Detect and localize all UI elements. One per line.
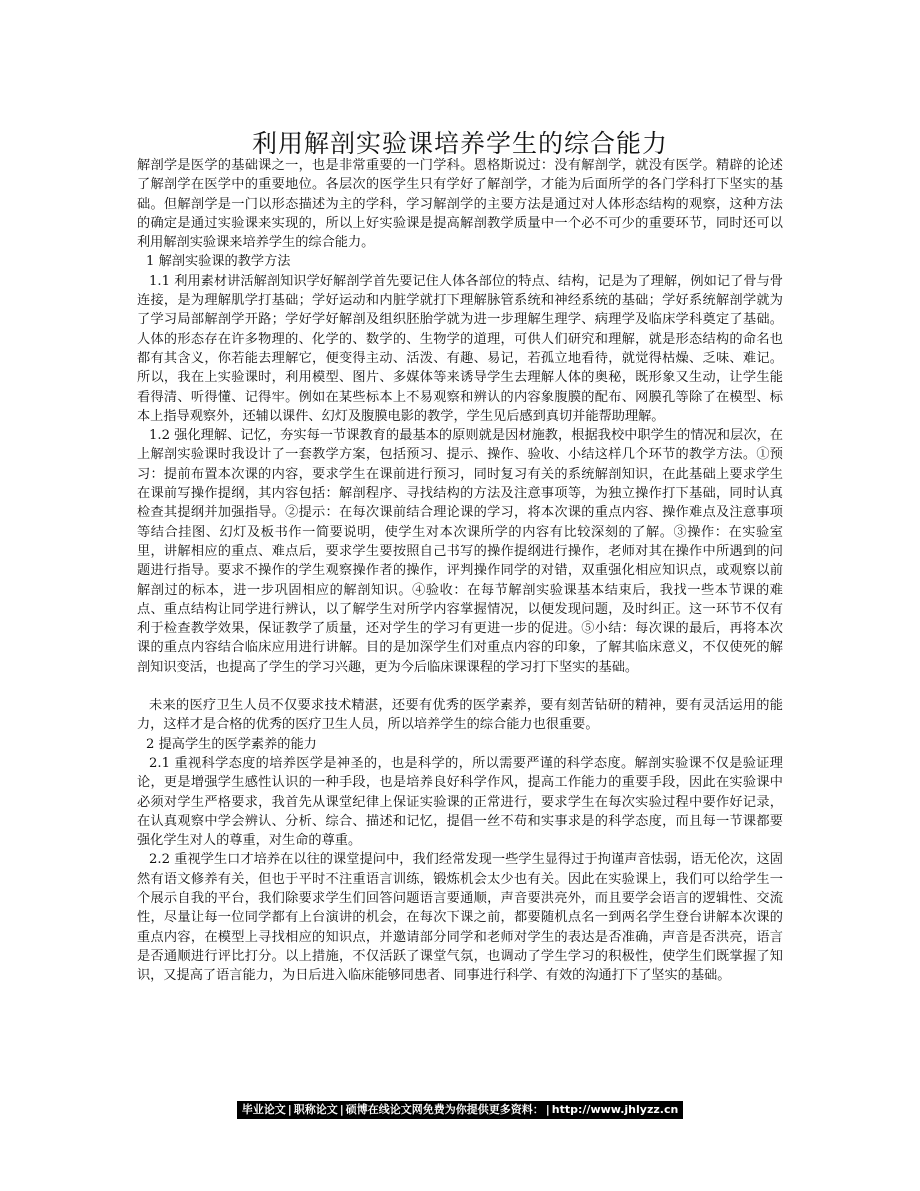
footer-separator: | bbox=[287, 1103, 292, 1116]
future-paragraph: 未来的医疗卫生人员不仅要求技术精湛，还要有优秀的医学素养，要有刻苦钻研的精神，要有灵活运用的能力，这样才是合格的优秀的医疗卫生人员，所以培养学生的综合能力也很重要。 bbox=[137, 698, 783, 733]
paragraph-gap bbox=[137, 677, 783, 696]
footer-separator: | bbox=[545, 1103, 550, 1116]
footer-separator: | bbox=[339, 1103, 344, 1116]
section-2-2-paragraph: 2.2 重视学生口才培养在以往的课堂提问中，我们经常发现一些学生显得过于拘谨声音怯弱，语无伦次，这固然有语文修养有关，但也于平时不注重语言训练，锻炼机会太少也有关。因此在实验课上，我们可以给学生一个展示自我的平台，我们除要求学生们回答问题语言要通顺，声音要洪亮外，而且要学会语言的逻辑性、交流性，尽量让每一位同学都有上台演讲的机会，在每次下课之前，都要随机点名一到两名学生登台讲解本次课的重点内容，在模型上寻找相应的知识点，并邀请部分同学和老师对学生的表达是否准确，声音是否洪亮，语言是否通顺进行评比打分。以上措施，不仅活跃了课堂气氛，也调动了学生学习的积极性，使学生们既掌握了知识，又提高了语言能力，为日后进入临床能够同患者、同事进行科学、有效的沟通打下了坚实的基础。 bbox=[137, 852, 783, 984]
document-title: 利用解剖实验课培养学生的综合能力 bbox=[251, 129, 668, 158]
document-page bbox=[137, 128, 783, 985]
section-1-heading: 1 解剖实验课的教学方法 bbox=[146, 254, 291, 270]
footer-link-graduation-thesis[interactable]: 毕业论文 bbox=[241, 1103, 286, 1116]
intro-paragraph: 解剖学是医学的基础课之一，也是非常重要的一门学科。恩格斯说过：没有解剖学，就没有医学。精辟的论述了解剖学在医学中的重要地位。各层次的医学生只有学好了解剖学，才能为后面所学的各门学科打下坚实的基础。但解剖学是一门以形态描述为主的学科，学习解剖学的主要方法是通过对人体形态结构的观察，这种方法的确定是通过实验课来实现的，所以上好实验课是提高解剖教学质量中一个必不可少的重要环节，同时还可以利用解剖实验课来培养学生的综合能力。 bbox=[137, 158, 783, 251]
section-2-heading: 2 提高学生的医学素养的能力 bbox=[146, 736, 317, 752]
footer-link-title-thesis[interactable]: 职称论文 bbox=[293, 1103, 338, 1116]
section-2-1-paragraph: 2.1 重视科学态度的培养医学是神圣的，也是科学的，所以需要严谨的科学态度。解剖实验课不仅是验证理论，更是增强学生感性认识的一种手段，也是培养良好科学作风，提高工作能力的重要手段，因此在实验课中必须对学生严格要求，我首先从课堂纪律上保证实验课的正常进行，要求学生在每次实验过程中要作好记录，在认真观察中学会辨认、分析、综合、描述和记忆，提倡一丝不苟和实事求是的科学态度，而且每一节课都要强化学生对人的尊重，对生命的尊重。 bbox=[137, 755, 783, 849]
section-1-1-paragraph: 1.1 利用素材讲活解剖知识学好解剖学首先要记住人体各部位的特点、结构，记是为了理解，例如记了骨与骨连接，是为理解肌学打基础；学好运动和内脏学就打下理解脉管系统和神经系统的基础；学好系统解剖学就为了学习局部解剖学开路；学好学好解剖及组织胚胎学就为进一步理解生理学、病理学及临床学科奠定了基础。人体的形态存在许多物理的、化学的、数学的、生物学的道理，可供人们研究和理解，就是形态结构的命名也都有其含义，你若能去理解它，便变得主动、活泼、有趣、易记，若孤立地看待，就觉得枯燥、乏味、难记。所以，我在上实验课时，利用模型、图片、多媒体等来诱导学生去理解人体的奥秘，既形象又生动，让学生能看得清、听得懂、记得牢。例如在某些标本上不易观察和辨认的内容象腹膜的配布、网膜孔等除了在模型、标本上指导观察外，还辅以课件、幻灯及腹膜电影的教学，学生见后感到真切并能帮助理解。 bbox=[137, 273, 783, 424]
footer-promo-text: 硕博在线论文网免费为你提供更多资料： bbox=[345, 1103, 544, 1116]
footer bbox=[0, 1098, 920, 1119]
footer-banner bbox=[237, 1101, 684, 1119]
footer-url-link[interactable]: http://www.jhlyzz.cn bbox=[551, 1103, 679, 1116]
section-1-2-paragraph: 1.2 强化理解、记忆，夯实每一节课教育的最基本的原则就是因材施教，根据我校中职学生的情况和层次，在上解剖实验课时我设计了一套教学方案，包括预习、提示、操作、验收、小结这样几个环节的教学方法。①预习：提前布置本次课的内容，要求学生在课前进行预习，同时复习有关的系统解剖知识，在此基础上要求学生在课前写操作提纲，其内容包括：解剖程序、寻找结构的方法及注意事项等，为独立操作打下基础，同时认真检查其提纲并加强指导。②提示：在每次课前结合理论课的学习，将本次课的重点内容、操作难点及注意事项等结合挂图、幻灯及板书作一简要说明，使学生对本次课所学的内容有比较深刻的了解。③操作：在实验室里，讲解相应的重点、难点后，要求学生要按照自己书写的操作提纲进行操作，老师对其在操作中所遇到的问题进行指导。要求不操作的学生观察操作者的操作，评判操作同学的对错，双重强化相应知识点，或观察以前解剖过的标本，进一步巩固相应的解剖知识。④验收：在每节解剖实验课基本结束后，我找一些本节课的难点、重点结构让同学进行辨认，以了解学生对所学内容掌握情况，以便发现问题，及时纠正。这一环节不仅有利于检查教学效果，保证教学了质量，还对学生的学习有更进一步的促进。⑤小结：每次课的最后，再将本次课的重点内容结合临床应用进行讲解。目的是加深学生们对重点内容的印象，了解其临床意义，不仅使死的解剖知识变活，也提高了学生的学习兴趣，更为今后临床课课程的学习打下坚实的基础。 bbox=[137, 428, 783, 675]
